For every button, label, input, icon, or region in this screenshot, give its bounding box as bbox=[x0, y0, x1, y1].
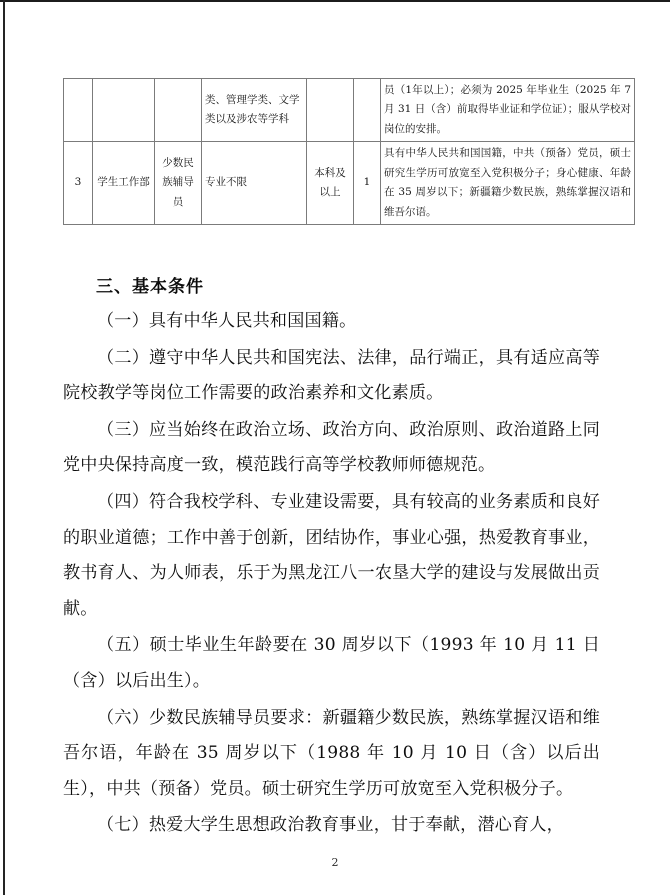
cell-major: 类、管理学类、文学类以及涉农等学科 bbox=[202, 79, 307, 142]
paragraph-4: （四）符合我校学科、专业建设需要，具有较高的业务素质和良好的职业道德；工作中善于创新，团结协作，事业心强，热爱教育事业，教书育人、为人师表，乐于为黑龙江八一农垦大学的建设与发展做出贡献。 bbox=[63, 491, 600, 619]
section-heading: 三、基本条件 bbox=[96, 277, 204, 297]
page-number: 2 bbox=[331, 856, 339, 869]
paragraph-1: （一）具有中华人民共和国国籍。 bbox=[97, 311, 357, 331]
recruitment-position-table bbox=[63, 78, 635, 225]
cell-degree bbox=[307, 79, 354, 142]
paragraph-6: （六）少数民族辅导员要求：新疆籍少数民族，熟练掌握汉语和维吾尔语，年龄在 35 周岁以下（1988 年 10 月 10 日（含）以后出生），中共（预备）党员。硕士研究生学历可放宽至入党积极分子。 bbox=[63, 707, 600, 799]
cell-headcount: 1 bbox=[354, 142, 381, 225]
cell-position: 少数民族辅导员 bbox=[155, 142, 202, 225]
cell-headcount bbox=[354, 79, 381, 142]
paragraph-5: （五）硕士毕业生年龄要在 30 周岁以下（1993 年 10 月 11 日（含）以后出生）。 bbox=[63, 635, 600, 691]
table-row bbox=[64, 142, 635, 225]
scan-edge-left bbox=[3, 0, 5, 895]
cell-requirements: 具有中华人民共和国国籍，中共（预备）党员，硕士研究生学历可放宽至入党积极分子；身心健康、年龄在 35 周岁以下；新疆籍少数民族，熟练掌握汉语和维吾尔语。 bbox=[381, 142, 635, 225]
cell-requirements: 员（1年以上）；必须为 2025 年毕业生（2025 年 7 月 31 日（含）前取得毕业证和学位证）；服从学校对岗位的安排。 bbox=[381, 79, 635, 142]
table-body bbox=[64, 79, 635, 225]
table-row bbox=[64, 79, 635, 142]
cell-position bbox=[155, 79, 202, 142]
paragraph-3: （三）应当始终在政治立场、政治方向、政治原则、政治道路上同党中央保持高度一致，模范践行高等学校教师师德规范。 bbox=[63, 419, 600, 476]
paragraph-2: （二）遵守中华人民共和国宪法、法律，品行端正，具有适应高等院校教学等岗位工作需要的政治素养和文化素质。 bbox=[63, 347, 600, 404]
paragraph-7: （七）热爱大学生思想政治教育事业，甘于奉献，潜心育人， bbox=[97, 815, 564, 836]
cell-department: 学生工作部 bbox=[93, 142, 155, 225]
cell-department bbox=[93, 79, 155, 142]
cell-serial-number bbox=[64, 79, 93, 142]
cell-major: 专业不限 bbox=[202, 142, 307, 225]
body-text bbox=[63, 304, 600, 845]
cell-serial-number: 3 bbox=[64, 142, 93, 225]
cell-degree: 本科及以上 bbox=[307, 142, 354, 225]
scan-edge-top bbox=[0, 0, 670, 2]
